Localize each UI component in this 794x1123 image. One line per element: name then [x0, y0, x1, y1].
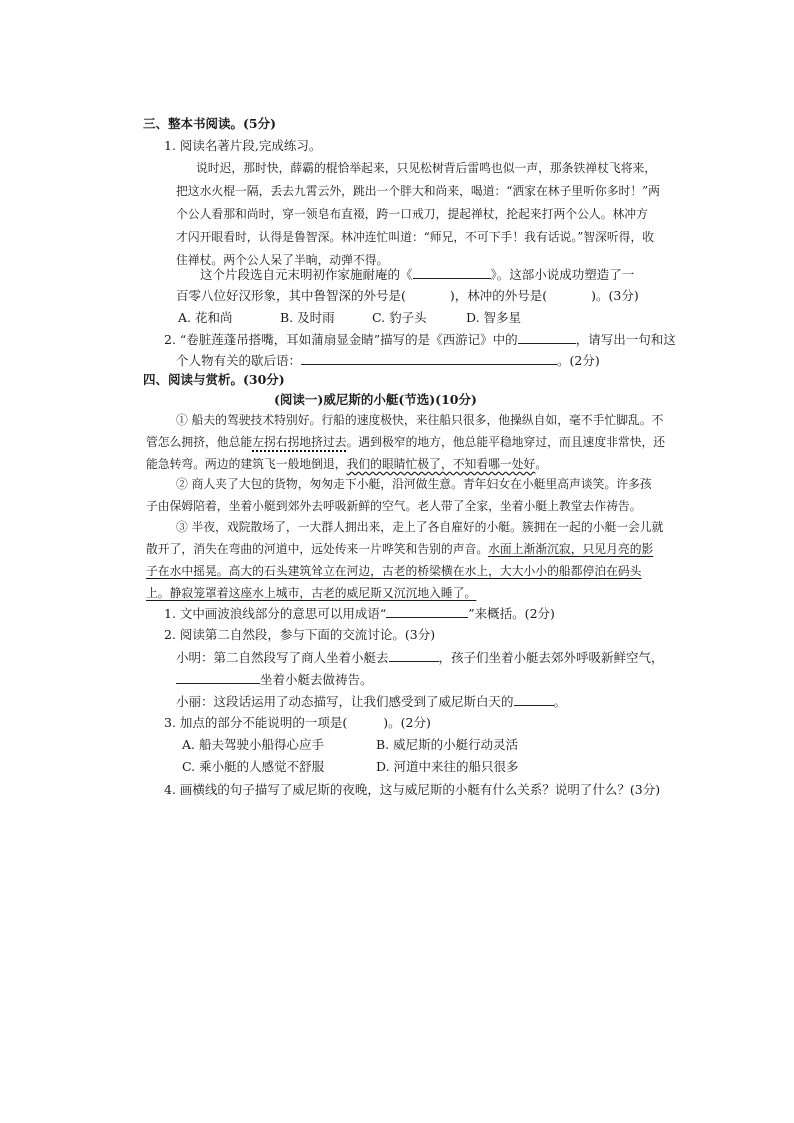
q2-text-a: 2. “卷脏莲蓬吊搭嘴，耳如蒲扇显金睛”描写的是《西游记》中的: [164, 332, 518, 347]
q2-li-b: 。: [553, 694, 567, 709]
underlined-sentence-2: 子在水中摇晃。高大的石头建筑耸立在河边，古老的桥梁横在水上，大大小小的船都停泊在码头: [146, 564, 642, 578]
reading-1-title: (阅读一)威尼斯的小艇(节选)(10分): [274, 392, 477, 407]
passage-line-4: 才闪开眼看时，认得是鲁智深。林冲连忙叫道：“师兄，不可下手！我有话说。”智深听得，收: [176, 230, 655, 244]
sec4-q3-text-b: )。(2分): [383, 715, 431, 730]
q3-option-b: B. 威尼斯的小艇行动灵活: [376, 737, 519, 752]
p1-l3-a: 能急转弯。两边的建筑飞一般地倒退，: [146, 457, 347, 471]
answer-blank-who[interactable]: [176, 671, 260, 684]
sec3-q2-line-2: [176, 352, 600, 369]
p1-l2-b: 。遇到极窄的地方，他总能平稳地穿过，而且速度非常快，还: [346, 435, 666, 449]
underlined-sentence-1: 水面上渐渐沉寂，只见月亮的影: [488, 542, 654, 556]
sec3-question-1-intro: 1. 阅读名著片段,完成练习。: [164, 138, 322, 153]
passage-line-5: 住禅杖。两个公人呆了半晌，动弹不得。: [176, 253, 389, 267]
p3-l2-a: 散开了，消失在弯曲的河道中，远处传来一片哗笑和告别的声音。: [146, 542, 489, 556]
sec4-q4: 4. 画横线的句子描写了威尼斯的夜晚，这与威尼斯的小艇有什么关系？说明了什么？(3分): [164, 782, 661, 797]
reading-p2-line-2: 子由保姆陪着，坐着小艇到郊外去呼吸新鲜的空气。老人带了全家，坐着小艇上教堂去作祷告。: [146, 499, 642, 513]
q2-li-a: 小丽：这段话运用了动态描写，让我们感受到了威尼斯白天的: [176, 694, 514, 709]
q3-option-c: C. 乘小艇的人感觉不舒服: [182, 759, 325, 774]
option-d: D. 智多星: [466, 310, 522, 325]
reading-p2-line-1: ② 商人夹了大包的货物，匆匆走下小艇，沿河做生意。青年妇女在小艇里高声谈笑。许多孩: [176, 477, 652, 491]
answer-blank-idiom[interactable]: [386, 605, 468, 618]
passage-line-2: 把这水火棍一隔，丢去九霄云外，跳出一个胖大和尚来，喝道：“洒家在林子里听你多时！”两: [176, 184, 660, 198]
answer-blank-character[interactable]: [518, 331, 576, 344]
reading-p3-line-2: [146, 541, 653, 557]
passage-line-3: 个公人看那和尚时，穿一领皂布直裰，跨一口戒刀，提起禅杖，抡起来打两个公人。林冲方: [176, 207, 648, 221]
option-c: C. 豹子头: [372, 310, 427, 325]
q2-text-b: ，请写出一句和这: [575, 332, 676, 347]
sec3-q1-line-2: [176, 288, 639, 304]
sec4-q2-xiaoming-line-2: [176, 671, 373, 688]
p1-l3-b: 。: [535, 457, 548, 471]
dotted-phrase: 左拐右拐地挤过去: [252, 435, 347, 449]
q2-ming-c: 坐着小艇去做祷告。: [260, 672, 373, 687]
q1-text-c: 百零八位好汉形象，其中鲁智深的外号是(: [176, 288, 406, 303]
q3-option-a: A. 船夫驾驶小船得心应手: [182, 737, 324, 752]
sec4-q1-text-b: ”来概括。(2分): [468, 606, 555, 621]
option-a: A. 花和尚: [178, 310, 233, 325]
q2-ming-b: ，孩子们坐着小艇去郊外呼吸新鲜空气，: [438, 650, 664, 665]
q3-option-d: D. 河道中来往的船只很多: [376, 759, 519, 774]
answer-blank-venice-day[interactable]: [514, 693, 554, 706]
sec3-q2-line-1: [164, 331, 676, 348]
q2-text-d: 。(2分): [557, 353, 600, 368]
sec4-q1: [164, 605, 555, 622]
option-b: B. 及时雨: [280, 310, 335, 325]
section-3-title: 三、整本书阅读。(5分): [143, 116, 277, 131]
sec3-q1-line-1: [200, 266, 634, 283]
sec4-q1-text-a: 1. 文中画波浪线部分的意思可以用成语“: [164, 606, 387, 621]
wavy-phrase: 我们的眼睛忙极了，不知看哪一处好: [346, 457, 536, 471]
sec4-q3: [164, 715, 431, 731]
reading-p1-line-3: [146, 456, 547, 472]
q2-ming-a: 小明：第二自然段写了商人坐着小艇去: [176, 650, 389, 665]
reading-p1-line-2: [146, 434, 665, 450]
reading-p1-line-1: ① 船夫的驾驶技术特别好。行船的速度极快，来往船只很多，他操纵自如，毫不手忙脚乱。不: [176, 413, 664, 427]
section-4-title: 四、阅读与赏析。(30分): [143, 372, 285, 387]
sec4-q2-xiaoming-line-1: [176, 649, 664, 666]
q1-text-e: )。(3分): [591, 288, 639, 303]
underlined-sentence-3: 上。静寂笼罩着这座水上城市，古老的威尼斯又沉沉地入睡了。: [146, 586, 477, 600]
sec4-q2-xiaoli: [176, 693, 566, 710]
q1-text-a: 这个片段选自元末明初作家施耐庵的《: [200, 267, 413, 282]
answer-blank-xiehouyu[interactable]: [301, 352, 557, 365]
q1-text-b: 》。这部小说成功塑造了一: [490, 267, 635, 282]
answer-blank-merchant[interactable]: [389, 649, 439, 662]
passage-line-1: 说时迟，那时快，薛霸的棍恰举起来，只见松树背后雷鸣也似一声，那条铁禅杖飞将来，: [196, 161, 657, 175]
answer-blank-book[interactable]: [413, 266, 491, 279]
sec4-q3-text-a: 3. 加点的部分不能说明的一项是(: [164, 715, 348, 730]
q1-text-d: )，林冲的外号是(: [449, 288, 548, 303]
q2-text-c: 个人物有关的歇后语：: [176, 353, 302, 368]
sec4-q2-title: 2. 阅读第二自然段，参与下面的交流讨论。(3分): [164, 627, 436, 642]
p1-l2-a: 管怎么拥挤，他总能: [146, 435, 253, 449]
reading-p3-line-1: ③ 半夜，戏院散场了，一大群人拥出来，走上了各自雇好的小艇。簇拥在一起的小艇一会儿就: [176, 520, 664, 534]
